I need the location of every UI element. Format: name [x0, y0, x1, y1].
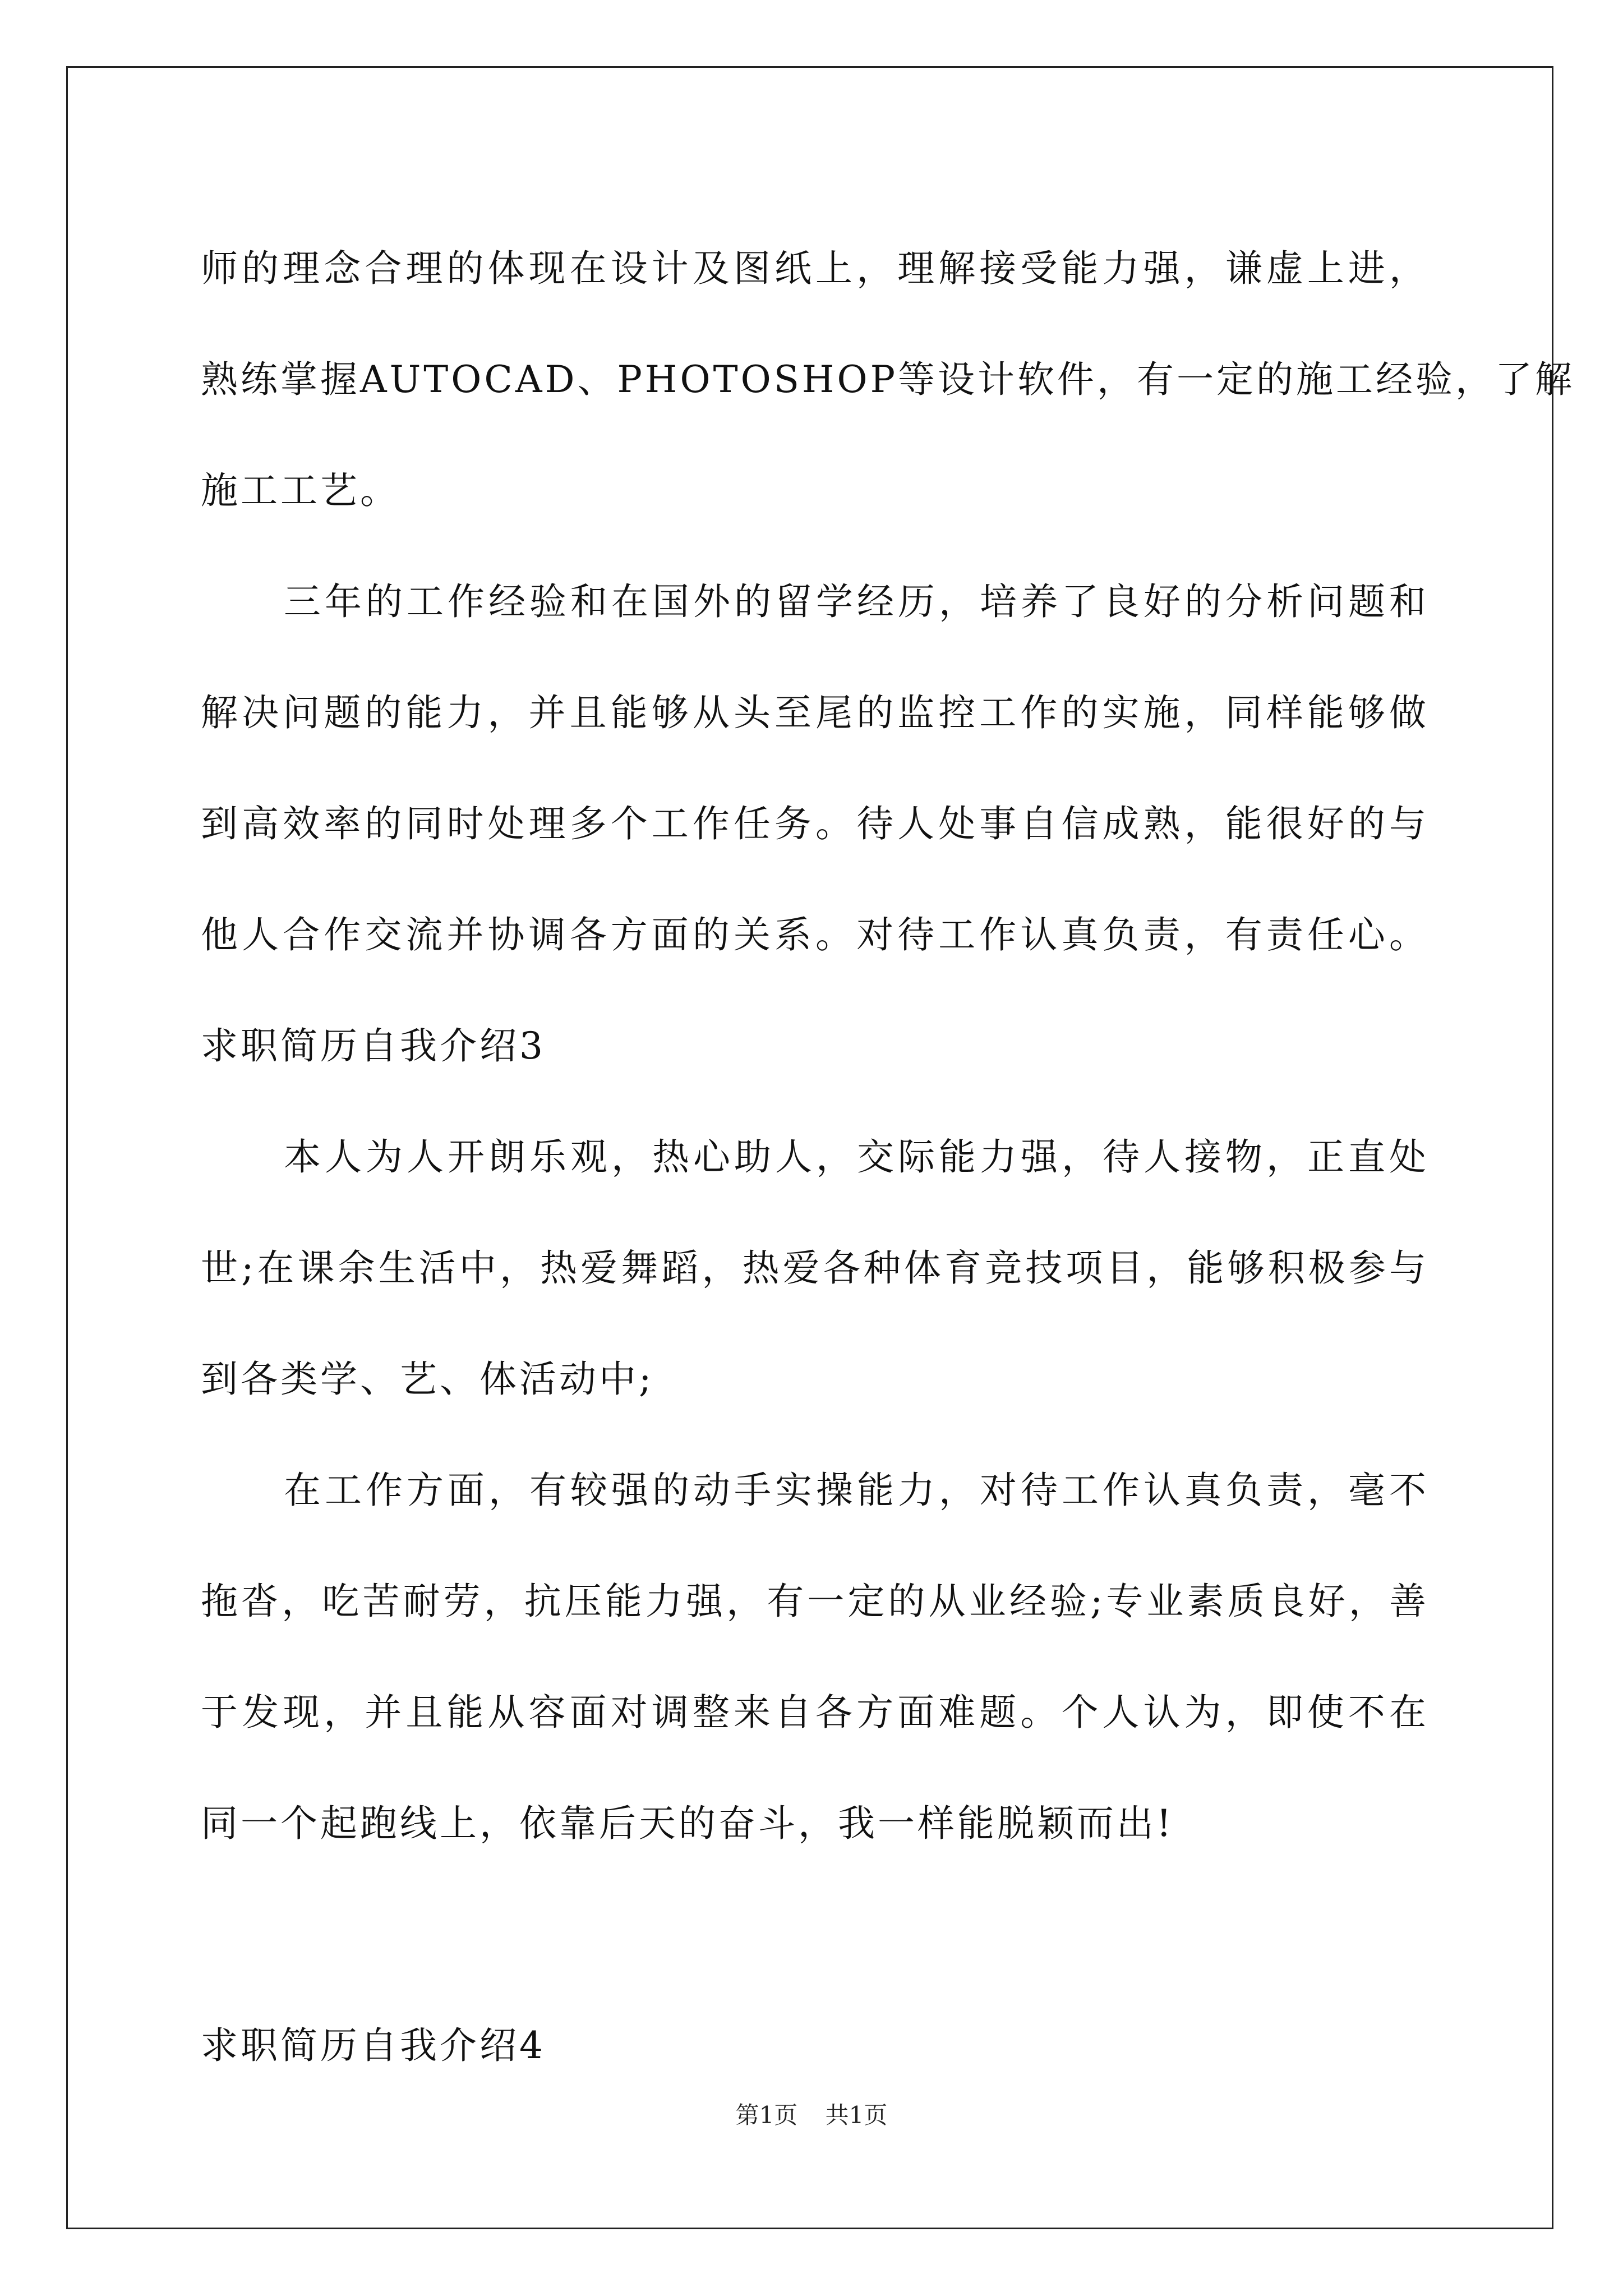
section-heading: 求职简历自我介绍4 — [201, 2024, 546, 2067]
document-body — [201, 213, 1575, 2101]
paragraph-line: 在工作方面，有较强的动手实操能力，对待工作认真负责，毫不 — [284, 1469, 1429, 1512]
page-number: 第1页 — [735, 2101, 798, 2129]
paragraph-line: 到高效率的同时处理多个工作任务。待人处事自信成熟，能很好的与 — [201, 802, 1429, 845]
paragraph-line: 解决问题的能力，并且能够从头至尾的监控工作的实施，同样能够做 — [201, 691, 1429, 734]
paragraph-line: 本人为人开朗乐观，热心助人，交际能力强，待人接物，正直处 — [284, 1135, 1429, 1179]
paragraph-line: 三年的工作经验和在国外的留学经历，培养了良好的分析问题和 — [284, 580, 1429, 623]
paragraph-line: 施工工艺。 — [201, 469, 400, 512]
section-heading: 求职简历自我介绍3 — [201, 1024, 546, 1068]
paragraph-line: 他人合作交流并协调各方面的关系。对待工作认真负责，有责任心。 — [201, 913, 1429, 956]
paragraph-line: 熟练掌握AUTOCAD、PHOTOSHOP等设计软件，有一定的施工经验，了解 — [201, 358, 1575, 401]
paragraph-line: 到各类学、艺、体活动中; — [201, 1358, 654, 1401]
page-count: 共1页 — [825, 2101, 888, 2129]
paragraph-line: 于发现，并且能从容面对调整来自各方面难题。个人认为，即使不在 — [201, 1691, 1429, 1734]
paragraph-line: 师的理念合理的体现在设计及图纸上，理解接受能力强，谦虚上进， — [201, 247, 1429, 290]
paragraph-line: 拖沓，吃苦耐劳，抗压能力强，有一定的从业经验;专业素质良好，善 — [201, 1580, 1429, 1623]
page-footer — [0, 2097, 1623, 2131]
paragraph-line: 同一个起跑线上，依靠后天的奋斗，我一样能脱颖而出! — [201, 1802, 1174, 1845]
spacer — [201, 1879, 1429, 1990]
paragraph-line: 世;在课余生活中，热爱舞蹈，热爱各种体育竞技项目，能够积极参与 — [201, 1246, 1429, 1290]
